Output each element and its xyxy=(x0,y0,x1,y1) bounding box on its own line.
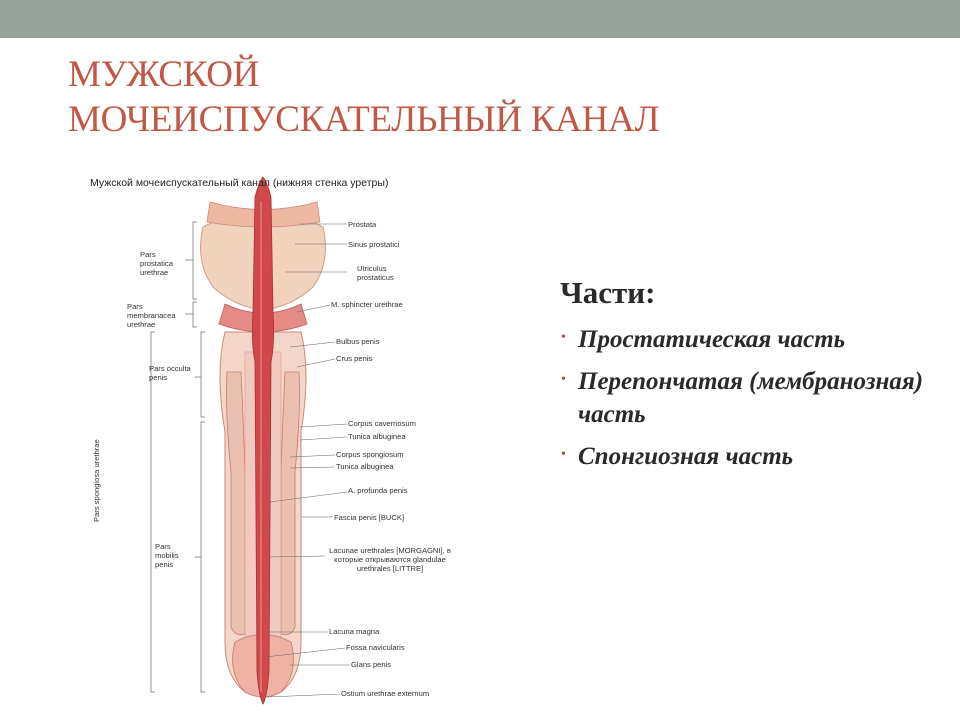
label-lacunae-urethrales: Lacunae urethrales [MORGAGNI], в которые открываются glandulae urethrales [LITTRE] xyxy=(329,546,451,573)
list-item xyxy=(560,323,940,356)
slide-title xyxy=(68,52,888,142)
label-corpus-spongiosum: Corpus spongiosum xyxy=(336,450,404,459)
top-bar xyxy=(0,0,960,38)
bullet-dot-icon: • xyxy=(561,330,566,345)
list-item xyxy=(560,440,940,473)
bullet-text: Спонгиозная часть xyxy=(578,443,794,470)
label-pars-mobilis: Pars mobilis penis xyxy=(155,542,179,569)
label-utriculus: Utriculus prostaticus xyxy=(357,264,394,282)
label-tunica-albuginea-1: Tunica albuginea xyxy=(348,432,406,441)
parts-content xyxy=(560,275,940,482)
title-line-2: МОЧЕИСПУСКАТЕЛЬНЫЙ КАНАЛ xyxy=(68,99,660,140)
bullet-text: Простатическая часть xyxy=(578,326,846,353)
label-tunica-albuginea-2: Tunica albuginea xyxy=(336,462,394,471)
label-fascia-penis: Fascia penis [BUCK] xyxy=(334,513,405,522)
label-corpus-cavernosum: Corpus cavernosum xyxy=(348,419,416,428)
bullet-dot-icon: • xyxy=(561,372,566,387)
list-item xyxy=(560,365,940,431)
label-a-profunda-penis: A. profunda penis xyxy=(348,486,408,495)
bullet-dot-icon: • xyxy=(561,447,566,462)
label-lacuna-magna: Lacuna magna xyxy=(329,627,380,636)
label-glans-penis: Glans penis xyxy=(351,660,392,669)
anatomy-figure xyxy=(85,172,465,712)
figure-caption: Мужской мочеиспускательный канал (нижняя стенка уретры) xyxy=(90,177,389,189)
label-crus-penis: Crus penis xyxy=(336,354,373,363)
label-ostium-urethrae: Ostium urethrae externum xyxy=(341,689,430,698)
label-sphincter: M. sphincter urethrae xyxy=(331,300,403,309)
label-fossa-navicularis: Fossa navicularis xyxy=(346,643,405,652)
parts-list xyxy=(560,323,940,473)
label-bulbus-penis: Bulbus penis xyxy=(336,337,380,346)
label-pars-occulta: Pars occulta penis xyxy=(149,364,191,382)
label-pars-spongiosa: Pars spongiosa urethrae xyxy=(92,439,101,522)
title-line-1: МУЖСКОЙ xyxy=(68,54,260,95)
parts-heading: Части: xyxy=(560,275,656,310)
label-sinus-prostatici: Sinus prostatici xyxy=(348,240,400,249)
bullet-text: Перепончатая (мембранозная) часть xyxy=(578,368,924,428)
label-pars-prostatica: Pars prostatica urethrae xyxy=(140,250,173,277)
label-prostata: Prostata xyxy=(348,220,377,229)
label-pars-membranacea: Pars membranacea urethrae xyxy=(127,302,176,329)
